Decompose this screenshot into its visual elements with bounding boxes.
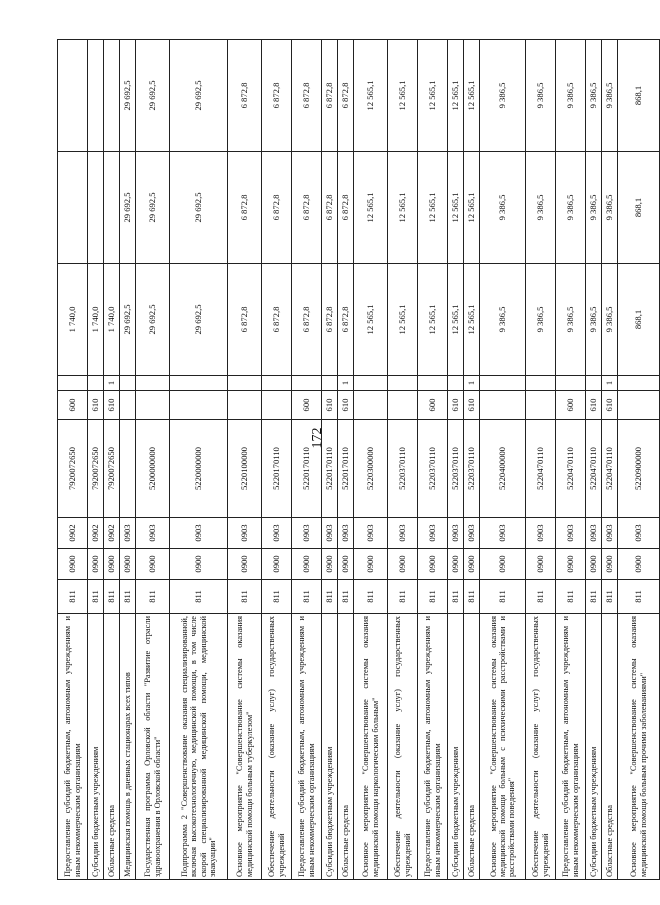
row-c8-cell: 12 565,1 xyxy=(448,152,464,264)
row-c9-cell: 9 386,5 xyxy=(556,40,586,152)
row-c8-cell: 6 872,8 xyxy=(338,152,354,264)
row-c8-cell: 12 565,1 xyxy=(354,152,388,264)
row-c5-cell: 610 xyxy=(464,391,480,420)
row-name-cell: Обеспечение деятельности (оказание услуг) государственных учреждений xyxy=(388,614,418,880)
row-name-cell: Основное мероприятие "Совершенствование системы оказания медицинской помощи наркологическим больным" xyxy=(354,614,388,880)
row-name-cell: Основное мероприятие "Совершенствование системы оказания медицинской помощи больным прочими заболеваниями" xyxy=(618,614,660,880)
row-c2-cell: 0900 xyxy=(88,549,104,580)
row-c4-cell: 5220170110 xyxy=(338,420,354,518)
row-c4-cell: 5220400000 xyxy=(480,420,526,518)
table-row xyxy=(448,40,464,880)
row-c6-cell xyxy=(58,376,88,391)
row-c3-cell: 0903 xyxy=(388,518,418,549)
row-c2-cell: 0900 xyxy=(120,549,136,580)
row-name-cell: Медицинская помощь в дневных стационарах всех типов xyxy=(120,614,136,880)
row-c9-cell: 6 872,8 xyxy=(322,40,338,152)
row-c9-cell: 12 565,1 xyxy=(464,40,480,152)
row-c7-cell: 12 565,1 xyxy=(418,264,448,376)
row-c6-cell: 1 xyxy=(104,376,120,391)
row-c8-cell: 9 386,5 xyxy=(526,152,556,264)
row-c2-cell: 0900 xyxy=(292,549,322,580)
row-c4-cell: 7920072650 xyxy=(58,420,88,518)
table-row xyxy=(136,40,170,880)
row-c3-cell: 0903 xyxy=(136,518,170,549)
row-c1-cell: 811 xyxy=(418,580,448,614)
row-c2-cell: 0900 xyxy=(228,549,262,580)
row-c5-cell xyxy=(170,391,228,420)
row-c4-cell: 5220170110 xyxy=(262,420,292,518)
row-c9-cell: 868,1 xyxy=(618,40,660,152)
row-c5-cell: 610 xyxy=(322,391,338,420)
table-row xyxy=(322,40,338,880)
row-c6-cell xyxy=(322,376,338,391)
row-c3-cell: 0903 xyxy=(602,518,618,549)
row-c2-cell: 0900 xyxy=(170,549,228,580)
rotated-table-wrapper xyxy=(57,40,648,880)
row-c2-cell: 0900 xyxy=(262,549,292,580)
row-c9-cell: 6 872,8 xyxy=(262,40,292,152)
row-c3-cell: 0903 xyxy=(586,518,602,549)
table-row xyxy=(586,40,602,880)
row-c1-cell: 811 xyxy=(556,580,586,614)
row-c4-cell: 5220470110 xyxy=(526,420,556,518)
row-c7-cell: 12 565,1 xyxy=(448,264,464,376)
row-c4-cell: 7920072650 xyxy=(88,420,104,518)
row-c1-cell: 811 xyxy=(120,580,136,614)
row-c5-cell: 600 xyxy=(418,391,448,420)
row-c4-cell: 5220370110 xyxy=(464,420,480,518)
row-c4-cell: 5220370110 xyxy=(418,420,448,518)
row-c2-cell: 0900 xyxy=(556,549,586,580)
row-c8-cell: 29 692,5 xyxy=(136,152,170,264)
row-c6-cell xyxy=(292,376,322,391)
row-name-cell: Субсидии бюджетным учреждениям xyxy=(322,614,338,880)
row-c2-cell: 0900 xyxy=(354,549,388,580)
row-c6-cell xyxy=(480,376,526,391)
row-c8-cell xyxy=(58,152,88,264)
table-row xyxy=(104,40,120,880)
row-name-cell: Областные средства xyxy=(602,614,618,880)
row-c4-cell xyxy=(120,420,136,518)
row-c5-cell xyxy=(526,391,556,420)
row-c9-cell: 6 872,8 xyxy=(292,40,322,152)
row-c4-cell: 5220900000 xyxy=(618,420,660,518)
row-c9-cell: 9 386,5 xyxy=(602,40,618,152)
row-name-cell: Подпрограмма 2 "Совершенствование оказания специализированной, включая высокотехнологичную, медицинской помощи, в том числе скорой специализированной медицинской помощи, медицинской эвакуации" xyxy=(170,614,228,880)
row-c6-cell xyxy=(228,376,262,391)
row-c7-cell: 1 740,0 xyxy=(104,264,120,376)
row-c3-cell: 0903 xyxy=(618,518,660,549)
row-c4-cell: 5220000000 xyxy=(170,420,228,518)
table-row xyxy=(418,40,448,880)
row-c7-cell: 6 872,8 xyxy=(338,264,354,376)
row-c7-cell: 9 386,5 xyxy=(602,264,618,376)
row-c3-cell: 0903 xyxy=(120,518,136,549)
row-c6-cell: 1 xyxy=(464,376,480,391)
row-c9-cell: 12 565,1 xyxy=(354,40,388,152)
table-row xyxy=(618,40,660,880)
row-c5-cell: 600 xyxy=(556,391,586,420)
row-c8-cell: 9 386,5 xyxy=(586,152,602,264)
row-c2-cell: 0900 xyxy=(104,549,120,580)
row-c9-cell: 29 692,5 xyxy=(136,40,170,152)
row-c1-cell: 811 xyxy=(618,580,660,614)
row-c1-cell: 811 xyxy=(88,580,104,614)
row-name-cell: Областные средства xyxy=(464,614,480,880)
row-name-cell: Основное мероприятие "Совершенствование системы оказания медицинской помощи больным с психическими расстройствами и расстройствами поведения" xyxy=(480,614,526,880)
row-c8-cell: 12 565,1 xyxy=(418,152,448,264)
row-c1-cell: 811 xyxy=(480,580,526,614)
row-c1-cell: 811 xyxy=(464,580,480,614)
row-c9-cell: 9 386,5 xyxy=(480,40,526,152)
row-c5-cell: 610 xyxy=(448,391,464,420)
row-c5-cell xyxy=(388,391,418,420)
row-c7-cell: 6 872,8 xyxy=(262,264,292,376)
row-c6-cell xyxy=(526,376,556,391)
table-row xyxy=(170,40,228,880)
table-row xyxy=(388,40,418,880)
row-c4-cell: 7920072650 xyxy=(104,420,120,518)
row-c9-cell: 12 565,1 xyxy=(448,40,464,152)
row-c5-cell: 600 xyxy=(58,391,88,420)
row-c4-cell: 5200000000 xyxy=(136,420,170,518)
row-name-cell: Предоставление субсидий бюджетным, автономным учреждениям и иным некоммерческим организациям xyxy=(58,614,88,880)
row-c5-cell: 610 xyxy=(104,391,120,420)
row-c6-cell xyxy=(448,376,464,391)
row-c9-cell: 12 565,1 xyxy=(388,40,418,152)
row-c4-cell: 5220170110 xyxy=(292,420,322,518)
row-c2-cell: 0900 xyxy=(586,549,602,580)
row-c7-cell: 9 386,5 xyxy=(556,264,586,376)
row-c4-cell: 5220470110 xyxy=(602,420,618,518)
row-c7-cell: 6 872,8 xyxy=(322,264,338,376)
row-c2-cell: 0900 xyxy=(526,549,556,580)
row-c1-cell: 811 xyxy=(104,580,120,614)
row-c3-cell: 0903 xyxy=(480,518,526,549)
row-c8-cell: 6 872,8 xyxy=(292,152,322,264)
row-name-cell: Предоставление субсидий бюджетным, автономным учреждениям и иным некоммерческим организациям xyxy=(418,614,448,880)
row-c1-cell: 811 xyxy=(58,580,88,614)
row-c1-cell: 811 xyxy=(322,580,338,614)
table-row xyxy=(556,40,586,880)
row-c1-cell: 811 xyxy=(338,580,354,614)
row-c9-cell xyxy=(104,40,120,152)
row-c9-cell xyxy=(88,40,104,152)
budget-table xyxy=(57,39,660,880)
row-name-cell: Субсидии бюджетным учреждениям xyxy=(88,614,104,880)
table-row xyxy=(120,40,136,880)
row-c4-cell: 5220170110 xyxy=(322,420,338,518)
row-c2-cell: 0900 xyxy=(448,549,464,580)
row-c7-cell: 6 872,8 xyxy=(292,264,322,376)
row-c3-cell: 0903 xyxy=(292,518,322,549)
row-name-cell: Областные средства xyxy=(338,614,354,880)
row-c1-cell: 811 xyxy=(526,580,556,614)
row-c9-cell: 9 386,5 xyxy=(586,40,602,152)
row-c8-cell: 9 386,5 xyxy=(480,152,526,264)
row-c5-cell xyxy=(262,391,292,420)
row-c8-cell xyxy=(88,152,104,264)
row-c1-cell: 811 xyxy=(170,580,228,614)
row-c3-cell: 0902 xyxy=(88,518,104,549)
row-c4-cell: 5220370110 xyxy=(388,420,418,518)
row-c5-cell xyxy=(618,391,660,420)
row-c3-cell: 0903 xyxy=(322,518,338,549)
table-row xyxy=(88,40,104,880)
row-c7-cell: 868,1 xyxy=(618,264,660,376)
row-name-cell: Областные средства xyxy=(104,614,120,880)
row-c3-cell: 0903 xyxy=(448,518,464,549)
row-c6-cell: 1 xyxy=(338,376,354,391)
row-c2-cell: 0900 xyxy=(480,549,526,580)
row-c6-cell xyxy=(262,376,292,391)
table-row xyxy=(262,40,292,880)
row-c7-cell: 9 386,5 xyxy=(526,264,556,376)
row-c5-cell: 610 xyxy=(88,391,104,420)
table-row xyxy=(58,40,88,880)
row-c7-cell: 29 692,5 xyxy=(136,264,170,376)
row-c2-cell: 0900 xyxy=(464,549,480,580)
row-c6-cell xyxy=(354,376,388,391)
row-c8-cell: 6 872,8 xyxy=(228,152,262,264)
row-c8-cell: 12 565,1 xyxy=(388,152,418,264)
row-c8-cell: 9 386,5 xyxy=(602,152,618,264)
row-c2-cell: 0900 xyxy=(388,549,418,580)
row-c2-cell: 0900 xyxy=(418,549,448,580)
row-c6-cell xyxy=(170,376,228,391)
row-c2-cell: 0900 xyxy=(322,549,338,580)
row-name-cell: Субсидии бюджетным учреждениям xyxy=(448,614,464,880)
table-row xyxy=(526,40,556,880)
row-c6-cell xyxy=(120,376,136,391)
row-c6-cell xyxy=(136,376,170,391)
row-c8-cell: 29 692,5 xyxy=(170,152,228,264)
row-c8-cell: 868,1 xyxy=(618,152,660,264)
row-c7-cell: 1 740,0 xyxy=(58,264,88,376)
row-c5-cell xyxy=(480,391,526,420)
row-c1-cell: 811 xyxy=(136,580,170,614)
row-c5-cell xyxy=(120,391,136,420)
row-c6-cell xyxy=(618,376,660,391)
row-c3-cell: 0903 xyxy=(338,518,354,549)
row-c7-cell: 9 386,5 xyxy=(586,264,602,376)
row-name-cell: Предоставление субсидий бюджетным, автономным учреждениям и иным некоммерческим организациям xyxy=(556,614,586,880)
row-c2-cell: 0900 xyxy=(602,549,618,580)
row-c4-cell: 5220470110 xyxy=(556,420,586,518)
row-c1-cell: 811 xyxy=(228,580,262,614)
table-row xyxy=(354,40,388,880)
row-c6-cell xyxy=(586,376,602,391)
row-c3-cell: 0903 xyxy=(556,518,586,549)
row-c8-cell: 6 872,8 xyxy=(322,152,338,264)
row-c3-cell: 0903 xyxy=(228,518,262,549)
row-c1-cell: 811 xyxy=(586,580,602,614)
row-c8-cell: 9 386,5 xyxy=(556,152,586,264)
row-c2-cell: 0900 xyxy=(58,549,88,580)
row-c6-cell xyxy=(556,376,586,391)
row-c3-cell: 0902 xyxy=(104,518,120,549)
row-c5-cell: 610 xyxy=(586,391,602,420)
table-row xyxy=(480,40,526,880)
row-c9-cell xyxy=(58,40,88,152)
table-row xyxy=(464,40,480,880)
row-c1-cell: 811 xyxy=(354,580,388,614)
row-c7-cell: 29 692,5 xyxy=(120,264,136,376)
row-c9-cell: 12 565,1 xyxy=(418,40,448,152)
row-c3-cell: 0903 xyxy=(418,518,448,549)
row-c5-cell: 610 xyxy=(602,391,618,420)
row-c3-cell: 0903 xyxy=(170,518,228,549)
row-c7-cell: 9 386,5 xyxy=(480,264,526,376)
row-c1-cell: 811 xyxy=(448,580,464,614)
table-row xyxy=(228,40,262,880)
row-c4-cell: 5220470110 xyxy=(586,420,602,518)
row-c5-cell xyxy=(354,391,388,420)
row-name-cell: Обеспечение деятельности (оказание услуг) государственных учреждений xyxy=(262,614,292,880)
row-c6-cell xyxy=(88,376,104,391)
row-c8-cell xyxy=(104,152,120,264)
row-c5-cell: 600 xyxy=(292,391,322,420)
row-c3-cell: 0903 xyxy=(354,518,388,549)
row-c8-cell: 12 565,1 xyxy=(464,152,480,264)
row-c4-cell: 5220370110 xyxy=(448,420,464,518)
row-c3-cell: 0902 xyxy=(58,518,88,549)
row-c3-cell: 0903 xyxy=(262,518,292,549)
row-c6-cell xyxy=(418,376,448,391)
row-name-cell: Основное мероприятие "Совершенствование системы оказания медицинской помощи больным туберкулезом" xyxy=(228,614,262,880)
row-c4-cell: 5220100000 xyxy=(228,420,262,518)
row-c8-cell: 29 692,5 xyxy=(120,152,136,264)
row-c7-cell: 1 740,0 xyxy=(88,264,104,376)
row-c5-cell xyxy=(228,391,262,420)
row-name-cell: Предоставление субсидий бюджетным, автономным учреждениям и иным некоммерческим организациям xyxy=(292,614,322,880)
row-c6-cell xyxy=(388,376,418,391)
row-c6-cell: 1 xyxy=(602,376,618,391)
row-c8-cell: 6 872,8 xyxy=(262,152,292,264)
row-c5-cell xyxy=(136,391,170,420)
row-c9-cell: 9 386,5 xyxy=(526,40,556,152)
row-c1-cell: 811 xyxy=(388,580,418,614)
row-c9-cell: 29 692,5 xyxy=(120,40,136,152)
row-c3-cell: 0903 xyxy=(526,518,556,549)
row-name-cell: Государственная программа Орловской области "Развитие отрасли здравоохранения в Орловской области" xyxy=(136,614,170,880)
table-body xyxy=(58,40,660,880)
row-c4-cell: 5220300000 xyxy=(354,420,388,518)
row-c1-cell: 811 xyxy=(292,580,322,614)
row-c2-cell: 0900 xyxy=(338,549,354,580)
row-name-cell: Обеспечение деятельности (оказание услуг) государственных учреждений xyxy=(526,614,556,880)
row-c7-cell: 6 872,8 xyxy=(228,264,262,376)
row-c7-cell: 29 692,5 xyxy=(170,264,228,376)
row-c1-cell: 811 xyxy=(262,580,292,614)
table-row xyxy=(338,40,354,880)
row-c1-cell: 811 xyxy=(602,580,618,614)
row-c5-cell: 610 xyxy=(338,391,354,420)
row-c2-cell: 0900 xyxy=(136,549,170,580)
row-c7-cell: 12 565,1 xyxy=(464,264,480,376)
row-c7-cell: 12 565,1 xyxy=(354,264,388,376)
table-row xyxy=(292,40,322,880)
row-c9-cell: 29 692,5 xyxy=(170,40,228,152)
table-row xyxy=(602,40,618,880)
page-number: 172 xyxy=(310,427,325,449)
row-c9-cell: 6 872,8 xyxy=(338,40,354,152)
row-c9-cell: 6 872,8 xyxy=(228,40,262,152)
row-name-cell: Субсидии бюджетным учреждениям xyxy=(586,614,602,880)
row-c3-cell: 0903 xyxy=(464,518,480,549)
row-c7-cell: 12 565,1 xyxy=(388,264,418,376)
row-c2-cell: 0900 xyxy=(618,549,660,580)
